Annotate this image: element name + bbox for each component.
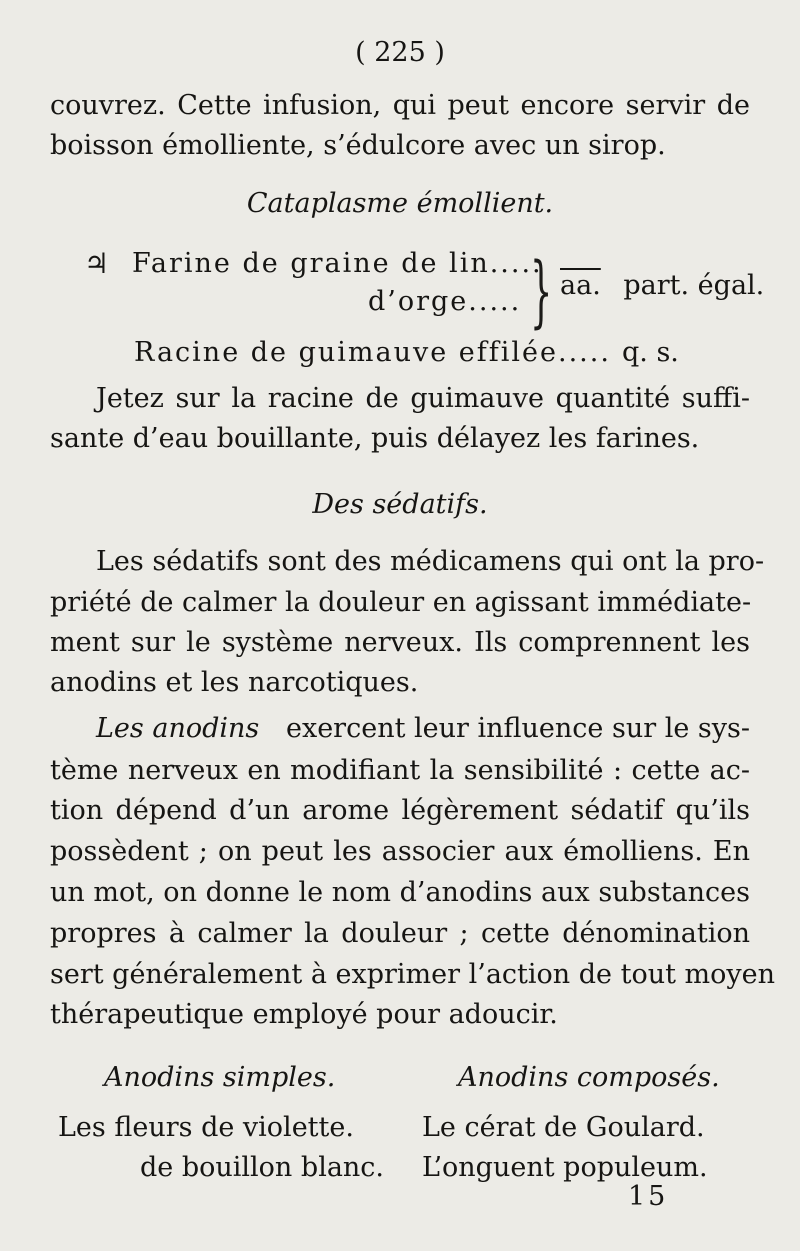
column-heading-simples: Anodins simples.: [104, 1062, 336, 1093]
text-line: couvrez. Cette infusion, qui peut encore servir de: [50, 90, 750, 121]
text-line: Jetez sur la racine de guimauve quantité suffi-: [96, 383, 750, 414]
recipe-item-lin: [132, 246, 543, 282]
text-line: anodins et les narcotiques.: [50, 667, 419, 698]
text-line: propres à calmer la douleur ; cette dénomination: [50, 918, 750, 949]
page-number: ( 225 ): [355, 37, 445, 68]
recipe-item-orge: [368, 284, 521, 320]
recipe-item-racine: [134, 335, 611, 371]
text-line-rest: exercent leur influence sur le sys-: [286, 713, 750, 744]
curly-brace-icon: }: [530, 247, 553, 337]
text-line: tème nerveux en modifiant la sensibilité : cette ac-: [50, 755, 750, 786]
brace-note-aa: aa.: [560, 270, 601, 301]
recipe-brace-note: [560, 268, 764, 304]
text-line: tion dépend d’un arome légèrement sédatif qu’ils: [50, 795, 750, 826]
list-item: de bouillon blanc.: [140, 1152, 385, 1183]
text-line: priété de calmer la douleur en agissant immédiate-: [50, 587, 752, 618]
text-line: ment sur le système nerveux. Ils comprennent les: [50, 627, 750, 658]
italic-term-anodins: Les anodins: [96, 713, 260, 744]
section-heading-sedatifs: Des sédatifs.: [312, 489, 488, 520]
recipe-item-racine-text: Racine de guimauve effilée.....: [134, 337, 611, 368]
text-line: boisson émolliente, s’édulcore avec un sirop.: [50, 130, 666, 161]
list-item: Le cérat de Goulard.: [422, 1112, 705, 1143]
section-heading-cataplasme: Cataplasme émollient.: [246, 188, 554, 219]
list-item: Les fleurs de violette.: [58, 1112, 354, 1143]
text-line: un mot, on donne le nom d’anodins aux substances: [50, 877, 750, 908]
text-line: sert généralement à exprimer l’action de tout moyen: [50, 959, 776, 990]
column-heading-composes: Anodins composés.: [458, 1062, 720, 1093]
list-item: L’onguent populeum.: [422, 1152, 708, 1183]
signature-mark: 15: [628, 1181, 669, 1212]
brace-note-part: part. égal.: [623, 270, 765, 301]
jupiter-recipe-symbol: ♃: [84, 247, 110, 280]
text-line: possèdent ; on peut les associer aux émolliens. En: [50, 836, 750, 867]
recipe-item-racine-qty: q. s.: [622, 337, 679, 368]
recipe-item-lin-text: Farine de graine de lin.....: [132, 248, 543, 279]
text-line: Les sédatifs sont des médicamens qui ont la pro-: [96, 546, 765, 577]
text-line: sante d’eau bouillante, puis délayez les farines.: [50, 423, 700, 454]
text-line: thérapeutique employé pour adoucir.: [50, 999, 558, 1030]
text-line: [96, 711, 750, 747]
recipe-item-orge-text: d’orge.....: [368, 286, 522, 317]
